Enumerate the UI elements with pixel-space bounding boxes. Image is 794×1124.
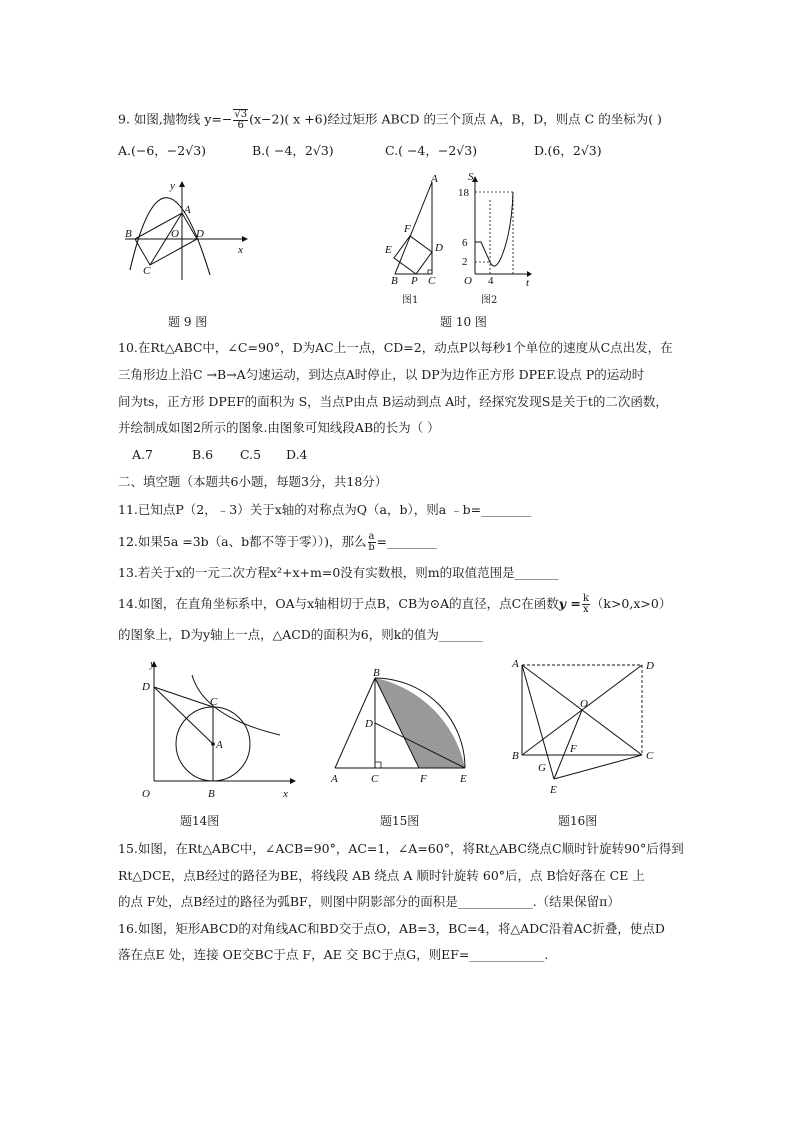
fig10-tick-6: 6 [462,237,468,249]
fig9-label-a: A [184,204,191,216]
fig16-label-c: C [646,750,654,762]
q10-line-2: 三角形边上沿C →B→A匀速运动，到达点A时停止，以 DP为边作正方形 DPEF.设点 P的运动时 [118,367,645,382]
q10-line-1: 10.在Rt△ABC中，∠C=90°，D为AC上一点，CD=2，动点P以每秒1个单位的速度从C点出发，在 [118,340,673,355]
caption-fig10-2: 图2 [481,295,498,306]
q9-stem: 9. 如图,抛物线 y=− $\frac{√3}{6}$ (x−2)( x +6)经过矩形 ABCD 的三个顶点 A，B，D，则点 C 的坐标为( ) [118,109,662,131]
fig14-label-c: C [210,696,218,708]
q12-fraction: $\frac{a}{b}$ [368,531,375,553]
fig10-label-e: E [385,244,392,256]
fig16-label-e: E [550,784,557,796]
figure-16 [508,655,668,803]
fig15-label-a: A [331,773,338,785]
q10-option-a: A.7 [132,447,153,462]
fig9-label-d: D [196,228,204,240]
figure-9 [120,175,250,285]
fig14-label-o: O [142,788,150,800]
caption-fig9: 题 9 图 [168,315,208,329]
fig15-label-d: D [365,718,373,730]
q9-option-c: C.( −4，−2√3) [385,143,478,158]
fig15-label-c: C [371,773,379,785]
caption-fig16: 题16图 [558,814,598,828]
q15-line-3: 的点 F处，点B经过的路径为弧BF，则图中阴影部分的面积是____________.（结果保留π） [118,894,620,909]
q9-fraction: $\frac{√3}{6}$ [234,109,248,131]
fig10-label-f: F [404,223,411,235]
fig9-label-b: B [125,228,132,240]
caption-fig15: 题15图 [380,814,420,828]
q10-line-4: 并绘制成如图2所示的图象.由图象可知线段AB的长为（ ） [118,420,440,435]
fig10-label-d: D [435,242,443,254]
caption-fig10: 题 10 图 [440,315,487,329]
fig9-label-y: y [170,180,175,192]
fig16-label-o: O [580,698,588,710]
q15-line-2: Rt△DCE，点B经过的路径为BE，将线段 AB 绕点 A 顺时针旋转 60°后，点 B恰好落在 CE 上 [118,868,645,883]
fig16-label-a: A [512,658,519,670]
fig10-label-o: O [464,275,472,287]
q10-line-3: 间为ts，正方形 DPEF的面积为 S，当点P由点 B运动到点 A时，经探究发现S是关于t的二次函数， [118,394,668,409]
fig10-tick-2: 2 [462,256,468,268]
fig9-label-o: O [171,228,179,240]
fig15-label-e: E [460,773,467,785]
fig14-label-b: B [208,788,215,800]
q14-line-1: 14.如图，在直角坐标系中，OA与x轴相切于点B，CB为⊙A的直径，点C在函数y = $\frac{k}{x}$ （k>0,x>0） [118,593,672,615]
section-2-heading: 二、填空题（本题共6小题，每题3分，共18分） [118,474,388,489]
caption-fig14: 题14图 [180,814,220,828]
q9-option-d: D.(6，2√3) [534,143,602,158]
fig10-label-c: C [428,275,436,287]
fig10-label-s: S [468,171,474,183]
q11: 11.已知点P（2，﹣3）关于x轴的对称点为Q（a，b），则a ﹣b=________ [118,502,532,517]
fig9-label-c: C [143,265,151,277]
q12: 12.如果5a =3b（a、b都不等于零））)，那么 $\frac{a}{b}$ =________ [118,531,437,553]
fig10-label-b: B [391,275,398,287]
q10-option-c: C.5 [240,447,262,462]
q9-option-b: B.( −4，2√3) [252,143,334,158]
fig15-label-b: B [373,667,380,679]
fig16-label-d: D [646,660,654,672]
fig10-tick-4: 4 [488,275,494,287]
fig14-label-d: D [142,681,150,693]
q14-line-2: 的图象上，D为y轴上一点，△ACD的面积为6，则k的值为_______ [118,627,483,642]
q14-fraction: $\frac{k}{x}$ [582,593,589,615]
fig14-label-y: y [150,658,155,670]
caption-fig10-1: 图1 [402,295,419,306]
fig14-label-x: x [283,788,288,800]
fig9-label-x: x [238,244,243,256]
figure-15 [325,662,480,787]
q10-option-d: D.4 [286,447,308,462]
fig14-label-a: A [216,739,223,751]
fig10-tick-18: 18 [458,187,469,199]
q16-line-1: 16.如图，矩形ABCD的对角线AC和BD交于点O，AB=3，BC=4，将△ADC沿着AC折叠，使点D [118,921,665,936]
fig16-label-b: B [512,750,519,762]
fig10-label-a: A [431,173,438,185]
q16-line-2: 落在点E 处，连接 OE交BC于点 F，AE 交 BC于点G，则EF=____________. [118,947,549,962]
fig16-label-g: G [538,762,546,774]
q10-option-b: B.6 [192,447,214,462]
fig15-label-f: F [420,773,427,785]
fig10-label-p: P [411,275,418,287]
figure-10 [380,170,540,300]
q15-line-1: 15.如图，在Rt△ABC中，∠ACB=90°，AC=1，∠A=60°，将Rt△ABC绕点C顺时针旋转90°后得到 [118,841,684,856]
fig10-label-t: t [526,277,530,289]
fig16-label-f: F [570,743,577,755]
q13: 13.若关于x的一元二次方程x²+x+m=0没有实数根，则m的取值范围是_______ [118,565,559,580]
figure-14 [140,655,300,805]
q9-option-a: A.(−6，−2√3) [118,143,207,158]
